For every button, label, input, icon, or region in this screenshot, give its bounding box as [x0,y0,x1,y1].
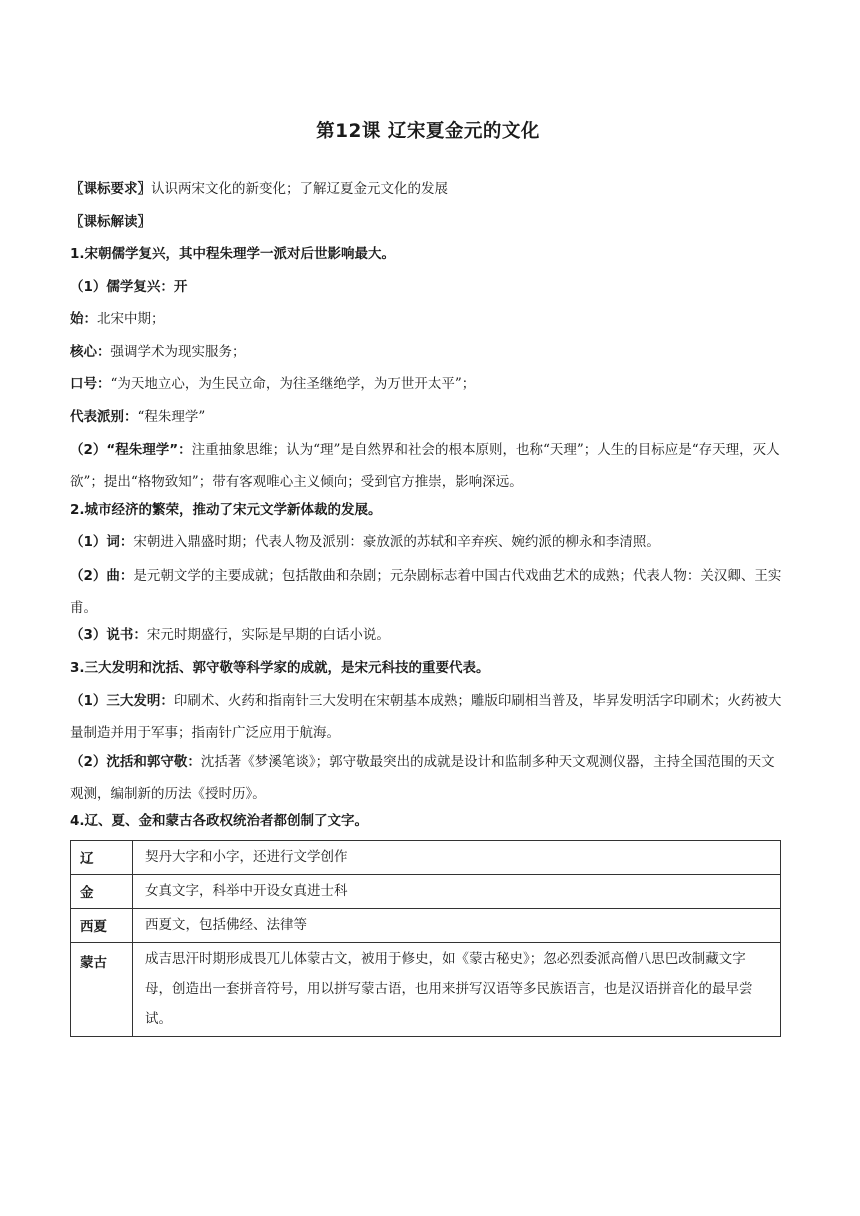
inventions-text: 印刷术、火药和指南针三大发明在宋朝基本成熟；雕版印刷相当普及，毕昇发明活字印刷术；火药被大量制造并用于军事；指南针广泛应用于航海。 [70,693,782,741]
section-4-heading: 4.辽、夏、金和蒙古各政权统治者都创制了文字。 [70,813,369,829]
sub2-text: 注重抽象思维；认为“理”是自然界和社会的根本原则，也称“天理”；人生的目标应是“存天理，灭人欲”；提出“格物致知”；带有客观唯心主义倾向；受到官方推崇，影响深远。 [70,442,780,490]
requirement-label: 〖课标要求〗 [70,181,151,197]
section-2-qu [70,560,786,624]
core-label: 核心： [70,343,111,360]
table-row [71,942,781,1036]
school-text: “程朱理学” [137,408,206,425]
section-2-heading: 2.城市经济的繁荣，推动了宋元文学新体裁的发展。 [70,501,382,518]
core-text: 强调学术为现实服务； [110,343,246,360]
slogan-label: 口号： [70,376,111,392]
dynasty-desc: 契丹大字和小字，还进行文学创作 [133,840,781,874]
qu-label: （2）曲： [70,567,134,584]
slogan-text: “为天地立心，为生民立命，为往圣继绝学，为万世开太平”； [110,376,476,392]
section-1-start [70,309,786,330]
dynasty-name: 辽 [71,840,133,874]
dynasty-name: 金 [71,874,133,908]
scientists-text: 沈括著《梦溪笔谈》；郭守敬最突出的成就是设计和监制多种天文观测仪器，主持全国范围的天文观测，编制新的历法《授时历》。 [70,753,775,802]
table-row [71,908,781,942]
section-3-scientists [70,746,786,810]
table-row [71,840,781,874]
dynasty-name: 蒙古 [71,942,133,1036]
start-text: 北宋中期； [97,311,165,327]
qu-text: 是元朝文学的主要成就；包括散曲和杂剧；元杂剧标志着中国古代戏曲艺术的成熟；代表人物：关汉卿、王实甫。 [70,567,782,616]
curriculum-requirement [70,179,786,200]
section-1-school [70,407,786,428]
section-1-slogan [70,374,786,395]
section-1-sub1-label: （1）儒学复兴：开 [70,278,188,295]
ci-text: 宋朝进入鼎盛时期；代表人物及派别：豪放派的苏轼和辛弃疾、婉约派的柳永和李清照。 [133,534,660,550]
interpretation-label: 〖课标解读〗 [70,213,151,230]
sub2-label: （2）“程朱理学”： [70,442,192,458]
shuoshu-text: 宋元时期盛行，实际是早期的白话小说。 [146,627,390,643]
page-title: 第12课 辽宋夏金元的文化 [316,121,540,142]
table-row [71,874,781,908]
school-label: 代表派别： [70,408,138,425]
dynasty-name: 西夏 [71,908,133,942]
requirement-text: 认识两宋文化的新变化；了解辽夏金元文化的发展 [151,181,448,197]
document-body [70,179,786,1037]
section-1-heading: 1.宋朝儒学复兴，其中程朱理学一派对后世影响最大。 [70,246,396,262]
section-3-inventions [70,685,786,749]
section-1-core [70,342,786,363]
section-1-sub2 [70,434,786,498]
shuoshu-label: （3）说书： [70,627,147,643]
dynasty-desc: 西夏文，包括佛经、法律等 [133,908,781,942]
section-2-ci [70,532,786,553]
section-3-heading: 3.三大发明和沈括、郭守敬等科学家的成就，是宋元科技的重要代表。 [70,659,490,676]
start-label: 始： [70,311,97,327]
inventions-label: （1）三大发明： [70,693,174,709]
dynasty-desc: 成吉思汗时期形成畏兀儿体蒙古文，被用于修史，如《蒙古秘史》；忽必烈委派高僧八思巴改制藏文字母，创造出一套拼音符号，用以拼写蒙古语，也用来拼写汉语等多民族语言，也是汉语拼音化的最早尝试。 [133,942,781,1036]
section-2-shuoshu [70,625,786,646]
dynasty-desc: 女真文字，科举中开设女真进士科 [133,874,781,908]
scripts-table [70,840,781,1037]
scientists-label: （2）沈括和郭守敬： [70,753,201,770]
ci-label: （1）词： [70,534,134,550]
